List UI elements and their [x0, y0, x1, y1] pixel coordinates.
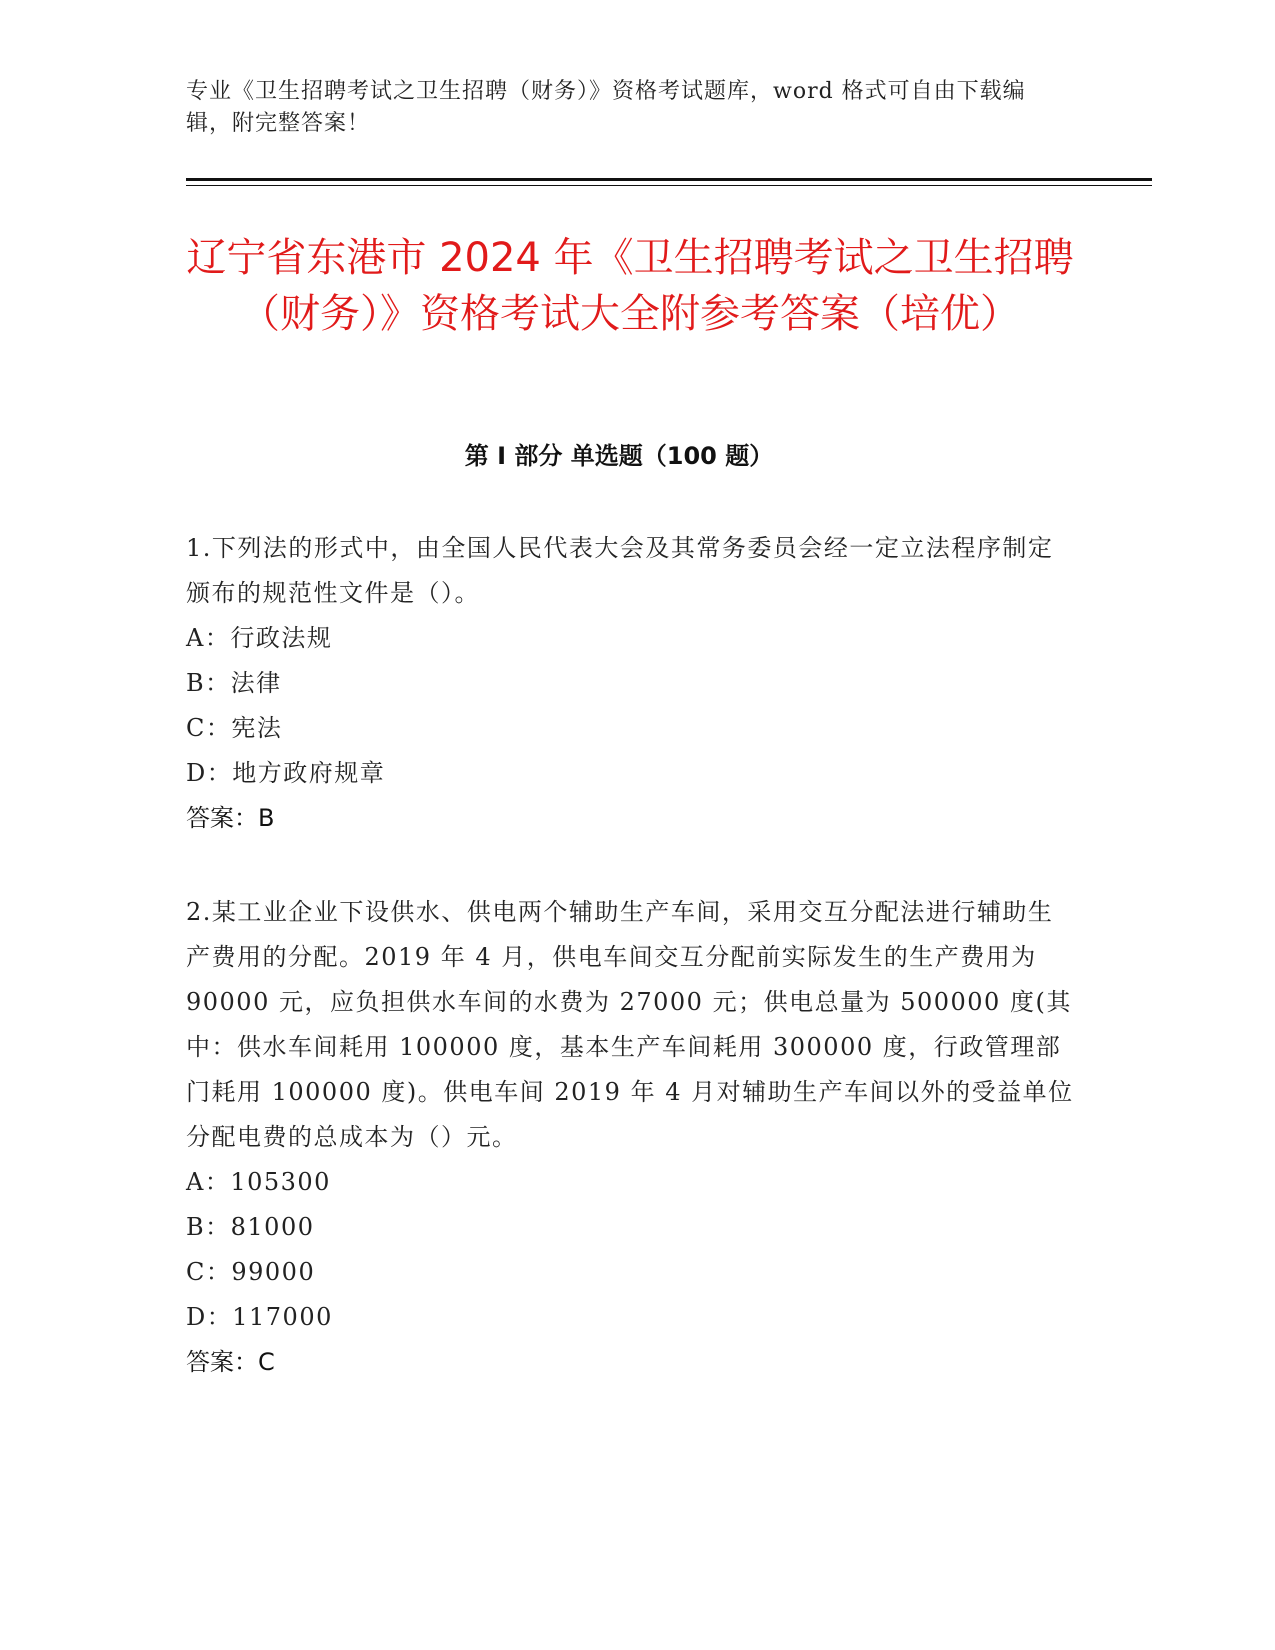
option-d: D：117000	[186, 1303, 333, 1331]
question-stem: 2.某工业企业下设供水、供电两个辅助生产车间，采用交互分配法进行辅助生产费用的分配。2019 年 4 月，供电车间交互分配前实际发生的生产费用为 90000 元，应负担供水车间的水费为 27000 元；供电总量为 500000 度(其中：供水车间耗用 100000 度，基本生产车间耗用 300000 度，行政管理部门耗用 100000 度)。供电车间 2019 年 4 月对辅助生产车间以外的受益单位分配电费的总成本为（）元。	[186, 898, 1074, 1151]
answer: 答案：C	[186, 1348, 275, 1376]
document-title: 辽宁省东港市 2024 年《卫生招聘考试之卫生招聘（财务）》资格考试大全附参考答案（培优）	[186, 235, 1074, 337]
header-rule-thick	[186, 178, 1152, 181]
header-rule-thin	[186, 185, 1152, 186]
question-1	[186, 526, 1076, 841]
option-a: A：行政法规	[186, 624, 333, 652]
option-a: A：105300	[186, 1168, 331, 1196]
question-stem: 1.下列法的形式中，由全国人民代表大会及其常务委员会经一定立法程序制定颁布的规范性文件是（）。	[186, 534, 1054, 607]
option-b: B：法律	[186, 669, 282, 697]
option-d: D：地方政府规章	[186, 759, 386, 787]
option-c: C：宪法	[186, 714, 283, 742]
section-title: 第 I 部分 单选题（100 题）	[464, 442, 774, 470]
option-c: C：99000	[186, 1258, 316, 1286]
header-note: 专业《卫生招聘考试之卫生招聘（财务）》资格考试题库，word 格式可自由下载编辑，附完整答案！	[186, 79, 1026, 136]
question-2	[186, 890, 1076, 1385]
answer: 答案：B	[186, 804, 275, 832]
option-b: B：81000	[186, 1213, 315, 1241]
